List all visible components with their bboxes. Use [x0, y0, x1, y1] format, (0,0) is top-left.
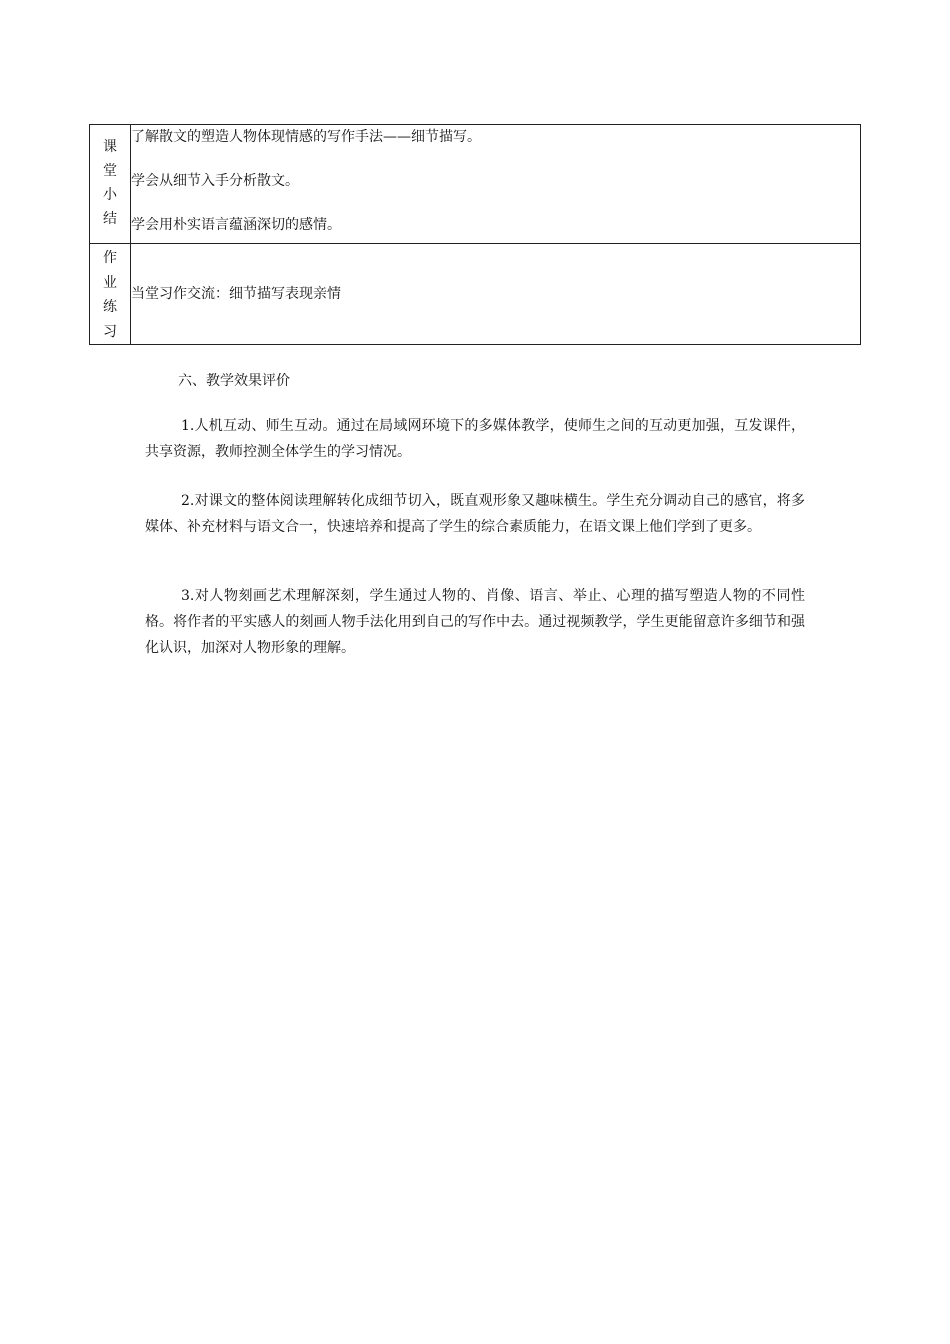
row-label-homework	[90, 244, 131, 345]
lesson-table	[89, 124, 861, 345]
label-char: 习	[103, 323, 117, 340]
evaluation-paragraph-1: 1.人机互动、师生互动。通过在局域网环境下的多媒体教学，使师生之间的互动更加强，互发课件，共享资源，教师控测全体学生的学习情况。	[145, 418, 805, 460]
label-char: 业	[103, 274, 117, 291]
homework-text: 当堂习作交流：细节描写表现亲情	[131, 286, 341, 302]
label-char: 堂	[103, 163, 117, 179]
label-char: 练	[103, 299, 117, 315]
label-char: 作	[103, 250, 117, 266]
section-heading: 六、教学效果评价	[178, 373, 290, 389]
summary-line: 学会用朴实语言蕴涵深切的感情。	[131, 217, 341, 233]
homework-content	[131, 244, 861, 345]
evaluation-paragraph-3: 3.对人物刻画艺术理解深刻，学生通过人物的、肖像、语言、举止、心理的描写塑造人物的不同性格。将作者的平实感人的刻画人物手法化用到自己的写作中去。通过视频教学，学生更能留意许多细节和强化认识，加深对人物形象的理解。	[145, 588, 805, 656]
label-char: 结	[103, 211, 117, 227]
summary-line: 了解散文的塑造人物体现情感的写作手法——细节描写。	[131, 129, 481, 145]
label-char: 课	[103, 139, 117, 155]
summary-line: 学会从细节入手分析散文。	[131, 173, 299, 189]
label-char: 小	[103, 187, 117, 203]
evaluation-paragraph-2: 2.对课文的整体阅读理解转化成细节切入，既直观形象又趣味横生。学生充分调动自己的感官，将多媒体、补充材料与语文合一，快速培养和提高了学生的综合素质能力，在语文课上他们学到了更多。	[145, 493, 805, 535]
row-label-class-summary	[90, 125, 131, 244]
class-summary-content	[131, 125, 861, 244]
table-row-homework	[90, 244, 861, 345]
table-row-class-summary	[90, 125, 861, 244]
